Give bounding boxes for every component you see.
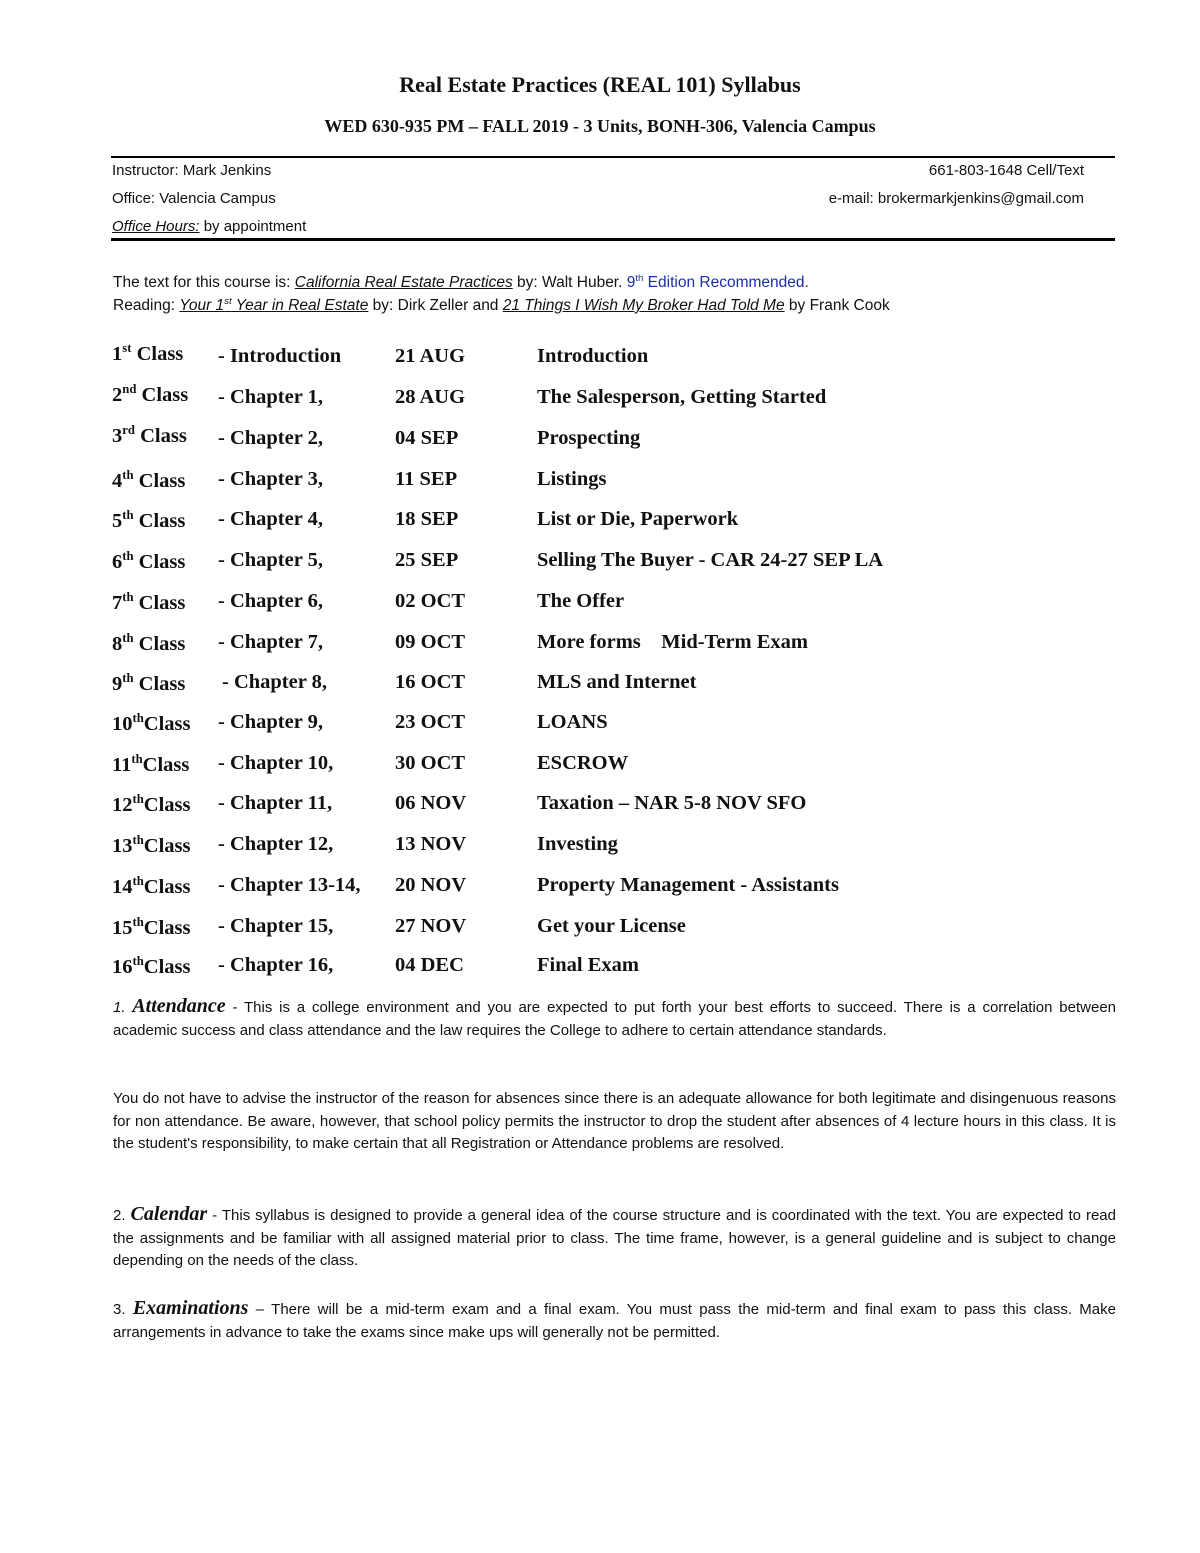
class-number (112, 382, 188, 407)
attendance-detail: You do not have to advise the instructor of the reason for absences since there is an adequate allowance for both legitimate and disingenuous reasons for non attendance. Be aware, however, that school policy permits the instructor to drop the student after absences of 4 lecture hours in this class. It is the student's responsibility, to make certain that all Registration or Attendance problems are resolved. (113, 1090, 1116, 1152)
class-ordinal-suffix: th (131, 752, 143, 766)
chapter: - Chapter 9, (218, 711, 323, 733)
edition-suffix: th (635, 273, 644, 284)
class-topic: Final Exam (537, 954, 639, 976)
class-label: Class (143, 793, 191, 816)
class-number (112, 549, 185, 574)
reading-label: Reading: (113, 297, 180, 315)
class-number (112, 954, 191, 979)
class-ordinal: 13 (112, 834, 133, 857)
reading-book-1-b: Year in Real Estate (231, 297, 369, 315)
reading-line (113, 296, 890, 315)
chapter: - Chapter 8, (222, 671, 327, 693)
class-ordinal-suffix: th (122, 508, 134, 522)
class-ordinal-suffix: rd (122, 423, 135, 437)
class-ordinal: 12 (112, 793, 133, 816)
class-label: Class (133, 632, 186, 655)
class-date: 28 AUG (395, 386, 466, 408)
instructor-email: e-mail: brokermarkjenkins@gmail.com (828, 190, 1084, 207)
class-number (112, 833, 191, 858)
course-text-line (113, 273, 809, 292)
class-topic: Listings (537, 468, 607, 490)
page-title: Real Estate Practices (REAL 101) Syllabus (399, 72, 801, 97)
class-ordinal: 5 (112, 509, 123, 532)
chapter: - Chapter 2, (218, 427, 323, 449)
class-topic: Taxation – NAR 5-8 NOV SFO (537, 792, 807, 814)
class-topic: More forms Mid-Term Exam (537, 631, 808, 653)
class-label: Class (133, 469, 186, 492)
class-ordinal: 11 (112, 753, 132, 776)
class-label: Class (136, 383, 189, 406)
chapter: - Chapter 4, (218, 508, 323, 530)
text-intro: The text for this course is: (113, 274, 295, 292)
class-number (112, 468, 185, 493)
chapter: - Chapter 11, (218, 792, 333, 814)
class-number (112, 508, 185, 533)
class-ordinal: 14 (112, 875, 133, 898)
textbook-author: by: Walt Huber. (512, 274, 627, 292)
class-label: Class (133, 550, 186, 573)
class-ordinal-suffix: th (132, 711, 144, 725)
class-topic: Selling The Buyer - CAR 24-27 SEP LA (537, 549, 884, 571)
class-ordinal-suffix: st (122, 341, 132, 355)
class-topic: List or Die, Paperwork (537, 508, 739, 530)
class-date: 20 NOV (395, 874, 467, 896)
class-ordinal-suffix: th (132, 874, 144, 888)
attendance-section (113, 995, 1116, 1042)
chapter: - Chapter 3, (218, 468, 323, 490)
class-number (112, 752, 189, 777)
chapter: - Chapter 5, (218, 549, 323, 571)
class-topic: Introduction (537, 345, 649, 367)
class-date: 09 OCT (395, 631, 466, 653)
class-date: 13 NOV (395, 833, 467, 855)
office-hours-value: by appointment (199, 218, 307, 235)
class-date: 30 OCT (395, 752, 466, 774)
calendar-text: - This syllabus is designed to provide a general idea of the course structure and is coordinated with the text. You are expected to read the assignments and be familiar with all assigned material prior to class. The time frame, however, is a general guideline and is subject to change depending on the needs of the class. (113, 1207, 1116, 1269)
class-ordinal-suffix: th (132, 954, 144, 968)
chapter: - Chapter 7, (218, 631, 323, 653)
attendance-number: 1. (113, 999, 133, 1016)
class-number (112, 874, 191, 899)
class-ordinal-suffix: th (122, 590, 134, 604)
class-topic: LOANS (537, 711, 608, 733)
class-number (112, 671, 185, 696)
class-ordinal-suffix: th (122, 631, 134, 645)
class-date: 18 SEP (395, 508, 459, 530)
class-ordinal: 15 (112, 916, 133, 939)
class-ordinal-suffix: nd (122, 382, 137, 396)
class-ordinal: 10 (112, 712, 133, 735)
class-ordinal: 16 (112, 955, 133, 978)
class-label: Class (133, 672, 186, 695)
chapter: - Chapter 15, (218, 915, 334, 937)
chapter: - Introduction (218, 345, 342, 367)
class-topic: The Offer (537, 590, 625, 612)
class-ordinal-suffix: th (132, 792, 144, 806)
class-label: Class (143, 916, 191, 939)
class-date: 06 NOV (395, 792, 467, 814)
chapter: - Chapter 6, (218, 590, 323, 612)
calendar-heading: Calendar (130, 1203, 208, 1225)
class-number (112, 423, 187, 448)
exam-text: – There will be a mid-term exam and a final exam. You must pass the mid-term and final exam to pass this class. Make arrangements in advance to take the exams since make ups will generally not be permitted. (113, 1301, 1116, 1341)
reading-book-1-sup: st (224, 296, 232, 307)
class-date: 27 NOV (395, 915, 467, 937)
class-label: Class (133, 591, 186, 614)
class-number (112, 915, 191, 940)
class-number (112, 631, 185, 656)
reading-book-1-a: Your 1 (179, 297, 225, 315)
class-ordinal: 8 (112, 632, 123, 655)
class-number (112, 711, 191, 736)
chapter: - Chapter 16, (218, 954, 334, 976)
reading-author-1: by: Dirk Zeller and (368, 297, 503, 315)
instructor-phone: 661-803-1648 Cell/Text (928, 162, 1084, 179)
class-ordinal-suffix: th (132, 915, 144, 929)
class-topic: Prospecting (537, 427, 641, 449)
class-label: Class (131, 342, 184, 365)
class-label: Class (143, 875, 191, 898)
chapter: - Chapter 12, (218, 833, 334, 855)
class-topic: Get your License (537, 915, 686, 937)
class-ordinal: 6 (112, 550, 123, 573)
top-rule (111, 156, 1115, 158)
class-ordinal-suffix: th (122, 549, 134, 563)
chapter: - Chapter 1, (218, 386, 323, 408)
exam-number: 3. (113, 1301, 133, 1318)
class-label: Class (143, 712, 191, 735)
reading-author-2: by Frank Cook (784, 297, 890, 315)
class-label: Class (133, 509, 186, 532)
class-number (112, 341, 183, 366)
office-location: Office: Valencia Campus (112, 190, 276, 207)
class-ordinal: 4 (112, 469, 123, 492)
reading-book-2: 21 Things I Wish My Broker Had Told Me (502, 297, 785, 315)
edition-number: 9 (626, 274, 636, 292)
class-ordinal: 3 (112, 424, 123, 447)
class-label: Class (134, 424, 187, 447)
instructor-name: Instructor: Mark Jenkins (112, 162, 272, 179)
class-ordinal: 1 (112, 342, 123, 365)
class-topic: ESCROW (537, 752, 629, 774)
textbook-title: California Real Estate Practices (294, 274, 513, 292)
class-topic: Property Management - Assistants (537, 874, 839, 896)
chapter: - Chapter 13-14, (218, 874, 361, 896)
reading-book-1 (179, 297, 368, 314)
class-number (112, 792, 191, 817)
class-date: 04 DEC (395, 954, 464, 976)
class-date: 25 SEP (395, 549, 459, 571)
class-ordinal-suffix: th (122, 468, 134, 482)
exam-heading: Examinations (132, 1297, 249, 1319)
class-ordinal: 9 (112, 672, 123, 695)
office-hours-label: Office Hours: (112, 218, 200, 235)
class-label: Class (143, 955, 191, 978)
class-ordinal-suffix: th (132, 833, 144, 847)
class-topic: The Salesperson, Getting Started (537, 386, 827, 408)
class-date: 23 OCT (395, 711, 466, 733)
chapter: - Chapter 10, (218, 752, 334, 774)
attendance-text: - This is a college environment and you are expected to put forth your best efforts to succeed. There is a correlation between academic success and class attendance and the law requires the College to adhere to certain attendance standards. (113, 999, 1116, 1039)
class-ordinal-suffix: th (122, 671, 134, 685)
class-date: 21 AUG (395, 345, 466, 367)
class-number (112, 590, 185, 615)
class-date: 02 OCT (395, 590, 466, 612)
class-topic: MLS and Internet (537, 671, 697, 693)
calendar-number: 2. (113, 1207, 131, 1224)
class-ordinal: 2 (112, 383, 123, 406)
bottom-rule (111, 238, 1115, 241)
class-label: Class (143, 834, 191, 857)
class-topic: Investing (537, 833, 618, 855)
calendar-section (113, 1203, 1116, 1273)
attendance-heading: Attendance (132, 995, 226, 1017)
class-date: 04 SEP (395, 427, 459, 449)
course-subtitle: WED 630-935 PM – FALL 2019 - 3 Units, BONH-306, Valencia Campus (324, 116, 876, 136)
class-ordinal: 7 (112, 591, 123, 614)
examinations-section (113, 1297, 1116, 1344)
class-label: Class (142, 753, 190, 776)
office-hours (112, 218, 306, 235)
edition-note (627, 274, 809, 291)
edition-text: Edition Recommended. (643, 274, 809, 292)
class-date: 11 SEP (395, 468, 458, 490)
class-date: 16 OCT (395, 671, 466, 693)
